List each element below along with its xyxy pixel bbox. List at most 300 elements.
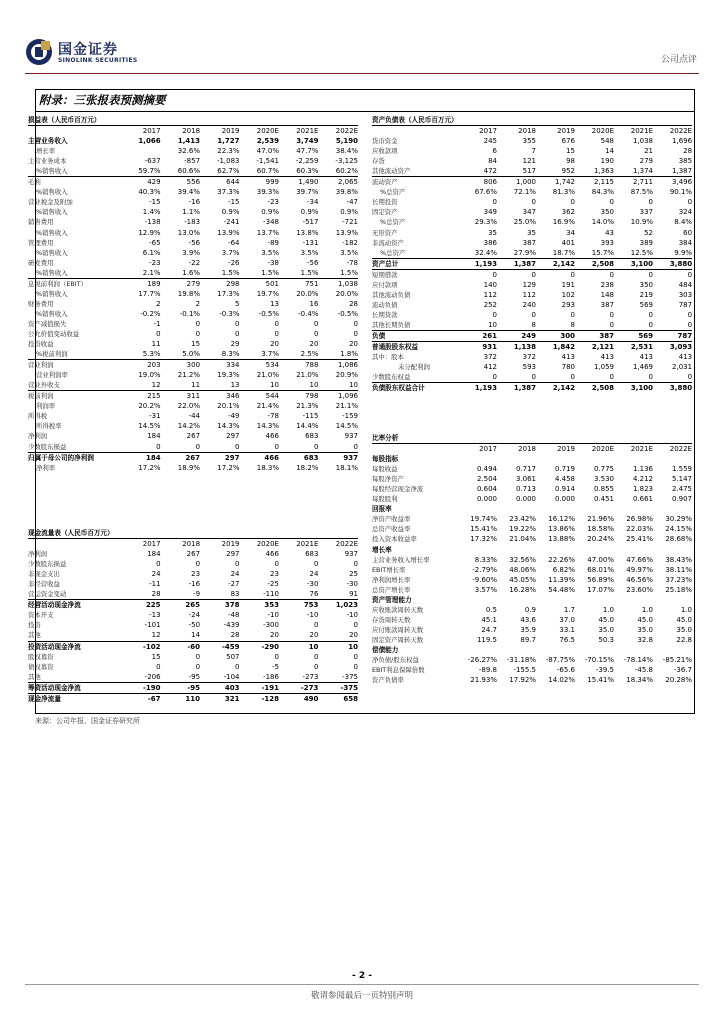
cell-value: 28 — [349, 299, 358, 308]
cell-value: 0.9% — [261, 208, 279, 217]
cell-value: 21 — [644, 147, 653, 156]
cell-value: 4.458 — [554, 475, 575, 484]
table-row — [28, 431, 358, 441]
cell-value: 40.3% — [138, 188, 161, 197]
cell-value: 13.8% — [296, 228, 319, 237]
cell-value: 30.29% — [665, 515, 693, 524]
cell-value: -24 — [188, 611, 201, 620]
cell-value: 23 — [191, 570, 201, 579]
cell-value: 593 — [522, 363, 536, 372]
cell-value: 10 — [318, 380, 358, 391]
cell-value: 0.9 — [524, 605, 536, 614]
cell-value: 249 — [497, 330, 536, 341]
table-row — [28, 421, 358, 431]
cell-value: 0 — [648, 198, 653, 207]
cell-value: 1.8% — [318, 349, 358, 360]
cell-value: 68.01% — [587, 565, 614, 574]
cell-value: 10 — [279, 380, 318, 391]
row-label: 无形资产 — [372, 228, 398, 237]
table-title: 现金流量表（人民币百万元） — [28, 528, 358, 539]
cell-value: 0.717 — [515, 465, 536, 474]
cell-value: 20.2% — [138, 402, 161, 411]
row-label: 总资产收益率 — [372, 525, 411, 534]
cell-value: 0 — [353, 662, 358, 671]
row-label: 少数股东权益 — [372, 372, 458, 383]
cell-value: 19.3% — [217, 371, 240, 380]
cell-value: -3,125 — [335, 157, 358, 166]
cell-value: 14.4% — [296, 422, 319, 431]
cell-value: 13.7% — [256, 228, 279, 237]
cell-value: 403 — [200, 682, 239, 693]
cell-value: 0 — [313, 560, 319, 569]
row-label: %总资产 — [380, 188, 406, 197]
report-type: 公司点评 — [660, 55, 697, 65]
year-header: 2020E — [256, 540, 279, 549]
cell-value: 32.4% — [458, 248, 497, 259]
cell-value: 0 — [195, 329, 201, 338]
cell-value: -110 — [240, 589, 279, 600]
cell-value: 29 — [230, 340, 240, 349]
row-label: 投入资本收益率 — [372, 535, 417, 544]
cell-value: 683 — [303, 453, 319, 462]
cell-value: 60.3% — [279, 166, 318, 177]
cell-value: 0 — [279, 442, 318, 453]
cell-value: 22.03% — [626, 525, 653, 534]
cell-value: 393 — [600, 238, 614, 247]
cell-value: 401 — [561, 238, 575, 247]
cell-value: -25 — [267, 580, 279, 589]
cell-value: 484 — [678, 280, 693, 289]
cell-value: 184 — [145, 453, 161, 462]
year-header: 2019 — [221, 540, 240, 549]
cell-value: 0.907 — [671, 495, 693, 504]
cell-value: 10.9% — [630, 218, 653, 227]
table-row — [28, 207, 358, 217]
cell-value: 56.89% — [587, 575, 614, 584]
cell-value: -31.18% — [506, 656, 536, 665]
cell-value: 1.6% — [161, 268, 200, 279]
cell-value: 23.60% — [626, 585, 653, 594]
cell-value: 0 — [313, 319, 319, 328]
table-row — [28, 463, 358, 473]
cell-value: 753 — [303, 601, 319, 610]
cell-value: -15 — [149, 198, 161, 207]
cell-value: 937 — [344, 550, 358, 559]
cell-value: 20.0% — [335, 289, 358, 298]
cell-value: 15.7% — [575, 248, 614, 259]
cell-value: 937 — [343, 453, 358, 462]
cell-value: 937 — [344, 432, 358, 441]
cell-value: -70.15% — [584, 656, 614, 665]
row-label: 其中：股本 — [372, 353, 404, 362]
cell-value: -1,541 — [256, 157, 279, 166]
cell-value: 0 — [531, 198, 536, 207]
row-label: 筹资活动现金净流 — [28, 682, 121, 693]
cell-value: 0 — [235, 560, 240, 569]
cell-value: -78 — [346, 258, 358, 267]
cell-value: 8 — [497, 320, 536, 331]
cell-value: 11 — [161, 380, 200, 391]
cell-value: 1.5% — [318, 268, 358, 279]
cell-value: 0 — [195, 319, 201, 328]
cell-value: 293 — [561, 300, 575, 309]
cell-value: -375 — [318, 672, 358, 683]
cell-value: 0 — [653, 372, 692, 383]
row-label: 营业利润 — [28, 361, 54, 370]
cell-value: 0 — [609, 270, 614, 279]
cell-value: 676 — [561, 137, 575, 146]
table-row — [28, 136, 358, 146]
cell-value: 19.74% — [470, 515, 497, 524]
cell-value: 17.92% — [509, 676, 536, 685]
row-label: 每股经营现金净流 — [372, 485, 424, 494]
row-label: 增长率 — [372, 545, 392, 554]
cell-value: 39.4% — [177, 188, 201, 197]
cell-value: -0.5% — [337, 309, 358, 318]
cell-value: 2.1% — [121, 268, 160, 279]
row-label: %销售收入 — [36, 289, 68, 298]
cell-value: 1,086 — [337, 361, 358, 370]
cell-value: -0.2% — [140, 309, 161, 318]
row-label: 少数股东损益 — [28, 442, 121, 453]
table-row — [372, 197, 692, 207]
cell-value: 378 — [224, 601, 240, 610]
table-row — [372, 228, 692, 238]
cell-value: 1,387 — [653, 166, 692, 177]
table-row — [372, 187, 692, 197]
cell-value: 129 — [522, 280, 536, 289]
cell-value: 0 — [575, 320, 614, 331]
table-row — [28, 258, 358, 268]
table-title: 比率分析 — [372, 433, 692, 444]
cell-value: 0 — [531, 270, 536, 279]
header-divider — [25, 73, 699, 74]
table-row — [372, 504, 692, 514]
cell-value: 683 — [305, 550, 319, 559]
cell-value: 1,363 — [575, 166, 614, 177]
cell-value: -60 — [187, 642, 201, 651]
table-row — [372, 555, 692, 565]
table-row — [372, 464, 692, 474]
year-header: 2017 — [142, 540, 161, 549]
cell-value: 20 — [318, 630, 358, 641]
cell-value: 931 — [482, 343, 497, 352]
cell-value: 0 — [240, 442, 279, 453]
cell-value: 17.2% — [217, 463, 240, 472]
cell-value: 0 — [235, 662, 240, 671]
cell-value: 0 — [195, 662, 201, 671]
row-label: 其他流动负债 — [372, 290, 411, 299]
row-label: 净负债/股东权益 — [372, 656, 419, 665]
cell-value: 28 — [200, 630, 239, 641]
cell-value: -26 — [228, 258, 240, 267]
year-header: 2021E — [630, 445, 653, 454]
cell-value: 413 — [561, 353, 575, 362]
row-label: 负债股东权益合计 — [372, 384, 425, 393]
table-row — [28, 339, 358, 349]
row-label: 主营业务成本 — [28, 157, 67, 166]
table-row — [372, 635, 692, 645]
cell-value: 76.5 — [559, 635, 575, 644]
cell-value: -64 — [228, 238, 240, 247]
cell-value: 35.0 — [676, 625, 693, 634]
cell-value: 240 — [522, 300, 536, 309]
cell-value: 140 — [483, 280, 497, 289]
cell-value: 21.0% — [296, 371, 319, 380]
cell-value: 4.212 — [632, 475, 653, 484]
cell-value: 60 — [683, 228, 693, 237]
row-label: 应收账款周转天数 — [372, 605, 424, 614]
cell-value: 0 — [195, 560, 201, 569]
table-row — [28, 600, 358, 611]
cell-value: -182 — [342, 238, 358, 247]
cell-value: 952 — [536, 166, 575, 177]
cell-value: 6 — [492, 147, 497, 156]
cell-value: 0 — [235, 329, 240, 338]
cell-value — [614, 545, 653, 555]
cell-value: 3,749 — [296, 137, 319, 146]
cell-value: 751 — [305, 279, 319, 288]
row-label: 流动负债 — [372, 300, 398, 309]
cell-value: 13.9% — [335, 228, 358, 237]
cell-value: 20 — [349, 340, 358, 349]
cell-value: 413 — [639, 353, 653, 362]
appendix-box — [28, 89, 695, 714]
cell-value: 184 — [147, 432, 161, 441]
cell-value: 780 — [561, 363, 575, 372]
cell-value: 15 — [151, 652, 161, 661]
year-header-spacer — [28, 126, 121, 137]
cell-value: -1,083 — [216, 157, 240, 166]
table-row — [28, 579, 358, 589]
table-row — [28, 197, 358, 207]
table-row — [28, 238, 358, 248]
cell-value: 49.97% — [626, 565, 653, 574]
cell-value: 14 — [605, 147, 614, 156]
cell-value: 0 — [313, 621, 319, 630]
table-row — [28, 309, 358, 319]
cell-value: 0.494 — [476, 465, 497, 474]
cell-value: 1.136 — [632, 465, 653, 474]
cell-value: 35.0 — [637, 625, 653, 634]
table-row — [372, 342, 692, 353]
cell-value: -637 — [144, 157, 161, 166]
cell-value: 2,121 — [591, 343, 614, 352]
cell-value: 3.061 — [515, 475, 536, 484]
cell-value: 39.3% — [256, 188, 279, 197]
table-row — [372, 615, 692, 625]
cell-value: 3.7% — [221, 248, 240, 257]
cell-value: -101 — [144, 621, 161, 630]
cell-value: -49 — [228, 412, 240, 421]
cell-value: 67.6% — [474, 188, 497, 197]
year-header-spacer — [372, 126, 458, 137]
cell-value: 184 — [147, 550, 161, 559]
row-label: 偿债能力 — [372, 645, 399, 654]
cell-value: 303 — [678, 290, 693, 299]
cell-value: 43 — [605, 228, 614, 237]
cell-value: 0 — [536, 372, 575, 383]
table-row — [28, 187, 358, 197]
cell-value — [497, 545, 536, 555]
cell-value: 324 — [678, 208, 693, 217]
cell-value: 76 — [279, 589, 318, 600]
cell-value: 787 — [678, 300, 693, 309]
cell-value: 0.9% — [300, 208, 319, 217]
cell-value: 35.0 — [598, 625, 614, 634]
cell-value: 15 — [191, 340, 201, 349]
cell-value: 261 — [458, 330, 497, 341]
table-row — [28, 278, 358, 289]
cell-value: 798 — [305, 392, 319, 401]
cell-value: 72.1% — [513, 188, 536, 197]
cell-value: -375 — [318, 682, 358, 693]
row-label: EBIT增长率 — [372, 565, 406, 574]
cell-value: -206 — [121, 672, 160, 683]
row-label: 每股收益 — [372, 465, 398, 474]
cell-value: 0.604 — [476, 485, 497, 494]
cell-value: 0.5 — [485, 605, 497, 614]
cell-value: 0 — [531, 310, 536, 319]
cell-value: 267 — [186, 432, 201, 441]
cell-value: 1.0 — [641, 605, 653, 614]
cell-value: -102 — [143, 642, 161, 651]
cell-value: 1,023 — [335, 601, 358, 610]
table-row — [372, 362, 692, 372]
cell-value — [653, 595, 692, 605]
cell-value: 16.9% — [552, 218, 575, 227]
cell-value: 350 — [639, 280, 653, 289]
cell-value: 189 — [147, 279, 161, 288]
year-header: 2018 — [182, 540, 201, 549]
cell-value: -459 — [221, 642, 240, 651]
brand-name: 国金证券 — [58, 42, 118, 58]
cell-value: 300 — [536, 330, 575, 341]
cell-value: 5.3% — [121, 349, 160, 360]
cell-value: 35 — [527, 228, 536, 237]
cell-value: 81.3% — [552, 188, 575, 197]
cell-value: 18.3% — [256, 463, 279, 472]
cell-value: -9.60% — [472, 575, 497, 584]
row-label: 税前利润 — [28, 392, 54, 401]
cell-value: 54.48% — [548, 585, 575, 594]
cell-value: 84 — [488, 157, 497, 166]
cell-value: 1.0 — [602, 605, 614, 614]
cell-value: 507 — [226, 652, 240, 661]
cell-value: 60.7% — [240, 166, 279, 177]
cell-value: 267 — [185, 453, 201, 462]
cell-value: 110 — [185, 694, 201, 703]
row-label: 净利润 — [28, 550, 48, 559]
cell-value: 27.9% — [497, 248, 536, 259]
cell-value: 16.28% — [509, 585, 536, 594]
cell-value: 17.7% — [138, 289, 161, 298]
cell-value: 25.18% — [665, 585, 693, 594]
cell-value: 2,031 — [672, 363, 693, 372]
row-label: 回报率 — [372, 505, 392, 514]
cell-value: -30 — [346, 580, 358, 589]
cell-value — [614, 645, 653, 655]
cell-value: 3,496 — [672, 178, 693, 187]
row-label: 净利润 — [28, 432, 48, 441]
cell-value: -300 — [263, 621, 279, 630]
table-row — [372, 269, 692, 280]
cell-value: 35 — [488, 228, 497, 237]
row-label: %税前利润 — [28, 349, 121, 360]
cell-value: 1,413 — [177, 137, 201, 146]
row-label: %销售收入 — [28, 166, 121, 177]
row-label: %销售收入 — [36, 248, 68, 257]
cell-value: 17.07% — [587, 585, 614, 594]
table-row — [372, 310, 692, 320]
cell-value: 26.98% — [626, 515, 653, 524]
cell-value: -38 — [267, 258, 279, 267]
cell-value: 22.0% — [177, 402, 201, 411]
row-label: 营运资金变动 — [28, 589, 121, 600]
table-row — [372, 514, 692, 524]
cell-value: 14.02% — [548, 676, 575, 685]
cell-value: 1,387 — [497, 258, 536, 269]
cell-value: 3,880 — [653, 258, 692, 269]
row-label: 毛利 — [28, 178, 41, 187]
cell-value — [575, 504, 614, 514]
cell-value: -517 — [302, 218, 319, 227]
cell-value: 148 — [600, 290, 614, 299]
row-label: %销售收入 — [28, 268, 121, 279]
cell-value: 0 — [575, 372, 614, 383]
cell-value: 0 — [318, 442, 358, 453]
table-row — [372, 665, 692, 675]
cell-value: 13 — [270, 299, 279, 308]
cell-value: 466 — [265, 432, 279, 441]
cell-value: 45.0 — [598, 615, 614, 624]
cell-value: 8.33% — [474, 555, 497, 564]
cell-value: 20 — [270, 340, 279, 349]
cell-value: 0.451 — [593, 495, 614, 504]
cell-value: 349 — [483, 208, 497, 217]
cell-value: 0.661 — [632, 495, 653, 504]
cell-value: -273 — [279, 682, 318, 693]
cell-value: 2,711 — [632, 178, 653, 187]
cell-value: 47.0% — [256, 147, 279, 156]
cell-value: 501 — [265, 279, 279, 288]
cell-value: 17.3% — [217, 289, 240, 298]
year-header: 2021E — [296, 127, 319, 136]
table-row — [372, 320, 692, 331]
cell-value: 47.00% — [587, 555, 614, 564]
cell-value: 20.9% — [335, 371, 358, 380]
table-row — [28, 289, 358, 299]
row-label: EBIT利息保障倍数 — [372, 666, 425, 675]
year-header: 2019 — [221, 127, 240, 136]
table-row — [372, 625, 692, 635]
cell-value: 1,727 — [217, 137, 240, 146]
row-label: 投资收益 — [28, 340, 54, 349]
cell-value: -34 — [307, 198, 319, 207]
cell-value: 21.96% — [587, 515, 614, 524]
year-header: 2020E — [256, 127, 279, 136]
cell-value: 300 — [186, 361, 201, 370]
cell-value: 0 — [687, 270, 693, 279]
cell-value: 29.3% — [474, 218, 497, 227]
year-header: 2022E — [335, 127, 358, 136]
table-row — [372, 177, 692, 188]
table-row — [28, 641, 358, 652]
year-header: 2022E — [669, 445, 693, 454]
page-number: - 2 - — [352, 971, 372, 981]
row-label: 股权募资 — [28, 652, 54, 661]
cell-value: 14.5% — [335, 422, 358, 431]
